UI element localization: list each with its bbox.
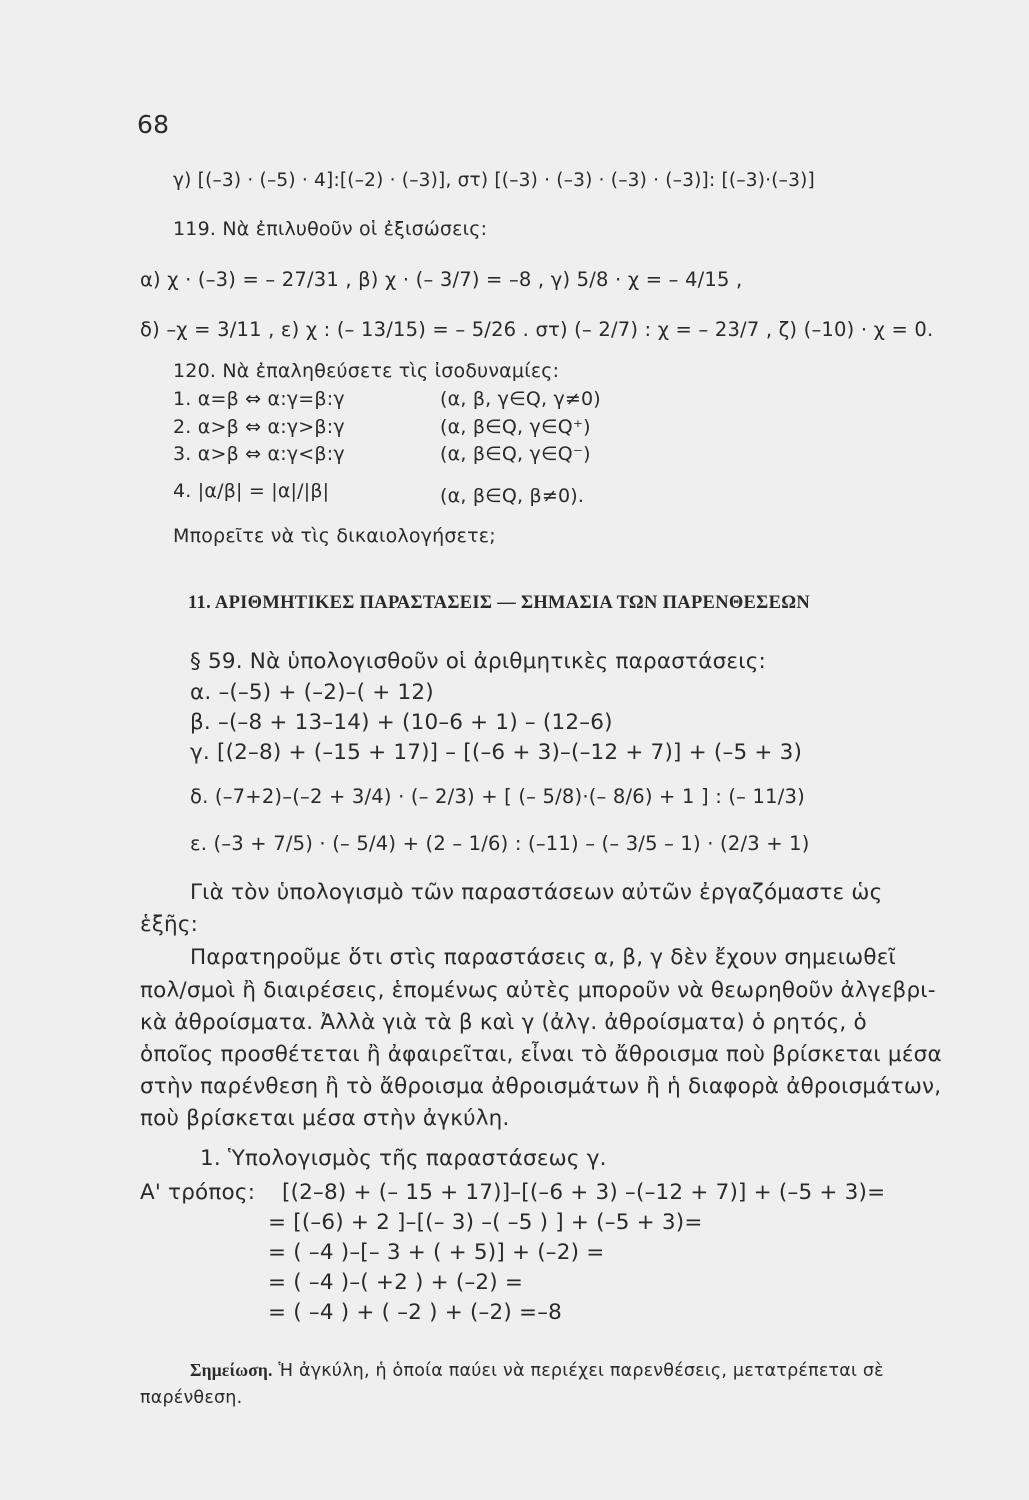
expression-b: β. –(–8 + 13–14) + (10–6 + 1) – (12–6) (190, 710, 613, 735)
method-label: Α' τρόπος: (140, 1180, 256, 1205)
note-label: Σημείωση. (190, 1360, 273, 1380)
exercise-119-heading: 119. Νὰ ἐπιλυθοῦν οἱ ἐξισώσεις: (173, 218, 488, 240)
body-intro-line-2: ἑξῆς: (140, 912, 199, 937)
calc-line-3: = ( –4 )–[– 3 + ( + 5)] + (–2) = (268, 1240, 605, 1265)
calculation-heading: 1. Ὑπολογισμὸς τῆς παραστάσεως γ. (200, 1146, 607, 1171)
equivalence-4: 4. |α/β| = |α|/|β| (173, 480, 330, 502)
note-text: Ἡ ἀγκύλη, ἡ ὁποία παύει νὰ περιέχει παρενθέσεις, μετατρέπεται σὲ (278, 1361, 884, 1381)
equivalence-1: 1. α=β ⇔ α:γ=β:γ (173, 388, 345, 410)
calc-line-4: = ( –4 )–( +2 ) + (–2) = (268, 1270, 524, 1295)
calc-line-5: = ( –4 ) + ( –2 ) + (–2) =–8 (268, 1300, 563, 1325)
exercise-120-heading: 120. Νὰ ἐπαληθεύσετε τὶς ἰσοδυναμίες: (173, 360, 560, 382)
body-paragraph-line-5: στὴν παρένθεση ἢ τὸ ἄθροισμα ἀθροισμάτων ἢ ἡ διαφορὰ ἀθροισμάτων, (140, 1074, 942, 1099)
exercise-119-row-1: α) χ · (–3) = – 27/31 , β) χ · (– 3/7) = –8 , γ) 5/8 · χ = – 4/15 , (140, 268, 743, 291)
expression-d: δ. (–7+2)–(–2 + 3/4) · (– 2/3) + [ (– 5/8)·(– 8/6) + 1 ] : (– 11/3) (190, 785, 805, 808)
condition-2: (α, β∈Q, γ∈Q⁺) (440, 416, 591, 438)
section-title: 11. ΑΡΙΘΜΗΤΙΚΕΣ ΠΑΡΑΣΤΑΣΕΙΣ — ΣΗΜΑΣΙΑ ΤΩΝ ΠΑΡΕΝΘΕΣΕΩΝ (188, 593, 810, 613)
prev-exercise-line: γ) [(–3) · (–5) · 4]:[(–2) · (–3)], στ) [(–3) · (–3) · (–3) · (–3)]: [(–3)·(–3)] (173, 170, 815, 191)
exercise-120-question: Μπορεῖτε νὰ τὶς δικαιολογήσετε; (173, 525, 496, 547)
page-number: 68 (137, 110, 170, 139)
body-paragraph-line-1: Παρατηροῦμε ὅτι στὶς παραστάσεις α, β, γ δὲν ἔχουν σημειωθεῖ (190, 945, 897, 970)
calc-line-1: [(2–8) + (– 15 + 17)]–[(–6 + 3) –(–12 + 7)] + (–5 + 3)= (282, 1180, 886, 1205)
expression-g: γ. [(2–8) + (–15 + 17)] – [(–6 + 3)–(–12 + 7)] + (–5 + 3) (190, 740, 803, 765)
exercise-119-row-2: δ) –χ = 3/11 , ε) χ : (– 13/15) = – 5/26 . στ) (– 2/7) : χ = – 23/7 , ζ) (–10) · χ = 0. (140, 318, 934, 341)
condition-4: (α, β∈Q, β≠0). (440, 485, 585, 507)
expression-e: ε. (–3 + 7/5) · (– 5/4) + (2 – 1/6) : (–11) – (– 3/5 – 1) · (2/3 + 1) (190, 832, 810, 855)
calc-line-2: = [(–6) + 2 ]–[(– 3) –( –5 ) ] + (–5 + 3)= (268, 1210, 703, 1235)
condition-1: (α, β, γ∈Q, γ≠0) (440, 388, 601, 410)
body-paragraph-line-4: ὁποῖος προσθέτεται ἢ ἀφαιρεῖται, εἶναι τὸ ἄθροισμα ποὺ βρίσκεται μέσα (140, 1042, 942, 1067)
paragraph-59-heading: § 59. Νὰ ὑπολογισθοῦν οἱ ἀριθμητικὲς παραστάσεις: (190, 649, 766, 674)
body-paragraph-line-2: πολ/σμοὶ ἢ διαιρέσεις, ἑπομένως αὐτὲς μποροῦν νὰ θεωρηθοῦν ἀλγεβρι- (140, 978, 936, 1003)
body-intro-line-1: Γιὰ τὸν ὑπολογισμὸ τῶν παραστάσεων αὐτῶν ἐργαζόμαστε ὡς (190, 880, 883, 905)
body-paragraph-line-6: ποὺ βρίσκεται μέσα στὴν ἀγκύλη. (140, 1106, 510, 1131)
equivalence-3: 3. α>β ⇔ α:γ<β:γ (173, 443, 345, 465)
equivalence-2: 2. α>β ⇔ α:γ>β:γ (173, 416, 345, 438)
body-paragraph-line-3: κὰ ἀθροίσματα. Ἀλλὰ γιὰ τὰ β καὶ γ (ἀλγ. ἀθροίσματα) ὁ ρητός, ὁ (140, 1010, 867, 1035)
condition-3: (α, β∈Q, γ∈Q⁻) (440, 443, 591, 465)
expression-a: α. –(–5) + (–2)–( + 12) (190, 680, 434, 705)
note-text-continued: παρένθεση. (140, 1388, 243, 1408)
